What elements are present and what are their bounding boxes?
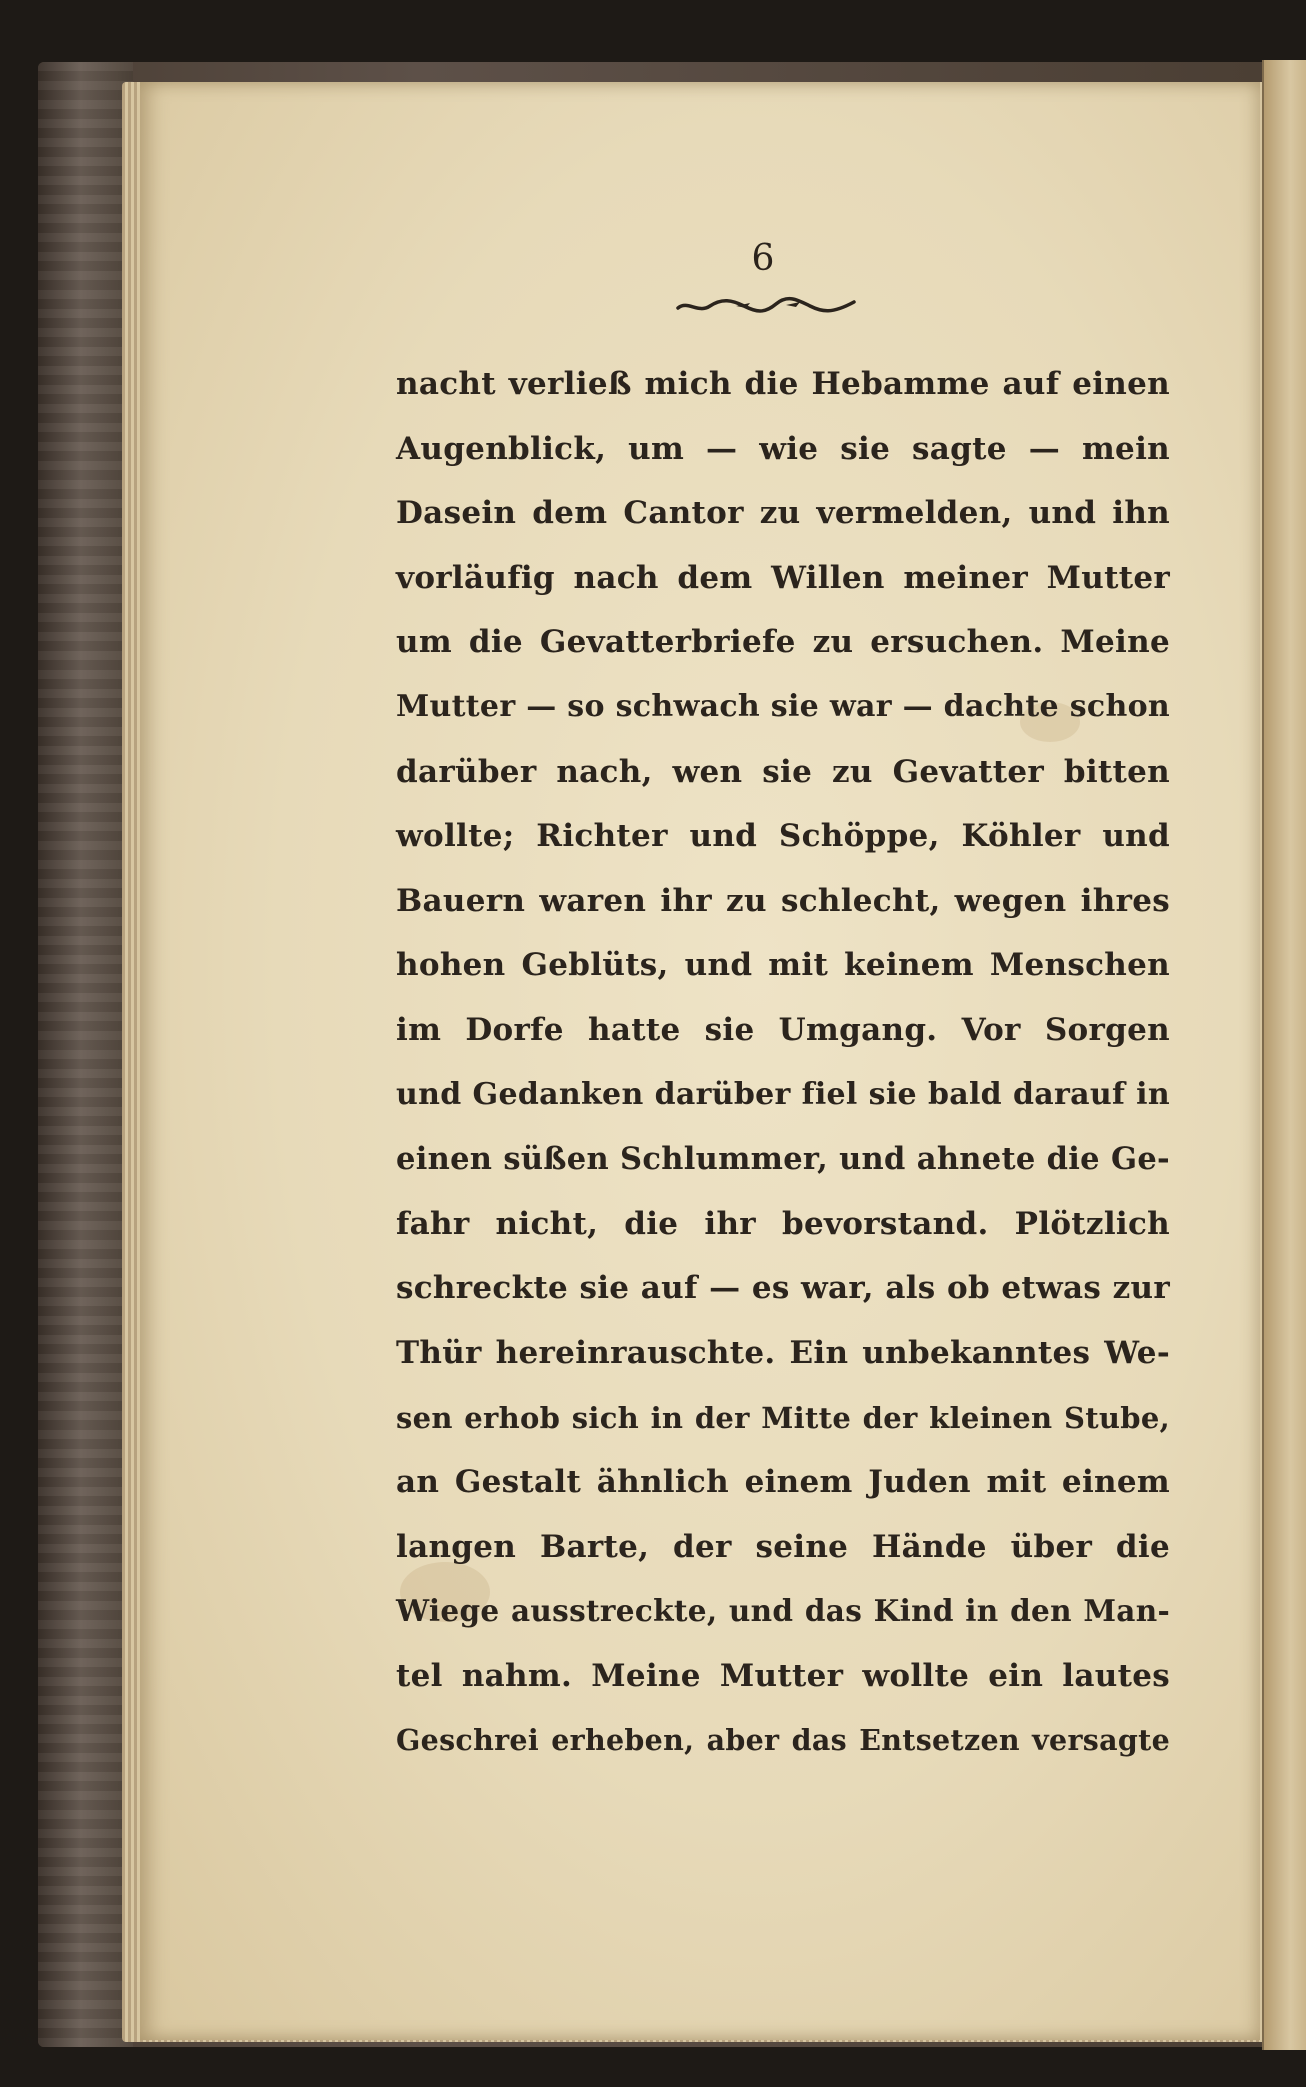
text-line: sen erhob sich in der Mitte der kleinen Stube, <box>396 1400 1170 1435</box>
text-line: wollte; Richter und Schöppe, Köhler und <box>396 818 1170 855</box>
text-line: an Gestalt ähnlich einem Juden mit einem <box>396 1464 1170 1501</box>
text-line: nacht verließ mich die Hebamme auf einen <box>396 366 1170 402</box>
book-cover-spine <box>38 62 133 2047</box>
text-line: im Dorfe hatte sie Umgang. Vor Sorgen <box>396 1011 1170 1048</box>
text-line: Bauern waren ihr zu schlecht, wegen ihres <box>396 882 1170 919</box>
text-line: tel nahm. Meine Mutter wollte ein lautes <box>396 1657 1170 1694</box>
text-line: und Gedanken darüber fiel sie bald darauf in <box>396 1076 1170 1112</box>
text-line: Augenblick, um — wie sie sagte — mein <box>396 430 1170 467</box>
text-line: Wiege ausstreckte, und das Kind in den Man- <box>396 1593 1170 1629</box>
body-text <box>396 352 1170 1773</box>
text-line: schreckte sie auf — es war, als ob etwas zur <box>396 1270 1170 1307</box>
facing-page-edge <box>1262 60 1306 2050</box>
wavy-rule-ornament-icon <box>676 294 856 318</box>
page-number: 6 <box>751 238 775 279</box>
text-line: Mutter — so schwach sie war — dachte schon <box>396 688 1170 724</box>
text-line: einen süßen Schlummer, und ahnete die Ge- <box>396 1141 1170 1178</box>
text-line: hohen Geblüts, und mit keinem Menschen <box>396 947 1170 984</box>
text-line: Dasein dem Cantor zu vermelden, und ihn <box>396 495 1170 532</box>
text-line: langen Barte, der seine Hände über die <box>396 1528 1170 1565</box>
text-line: darüber nach, wen sie zu Gevatter bitten <box>396 753 1170 790</box>
text-line: um die Gevatterbriefe zu ersuchen. Meine <box>396 624 1170 661</box>
text-line: vorläufig nach dem Willen meiner Mutter <box>396 559 1170 596</box>
text-line: Thür hereinrauschte. Ein unbekanntes We- <box>396 1334 1170 1371</box>
text-line: fahr nicht, die ihr bevorstand. Plötzlich <box>396 1205 1170 1242</box>
text-line: Geschrei erheben, aber das Entsetzen versagte <box>396 1723 1170 1758</box>
